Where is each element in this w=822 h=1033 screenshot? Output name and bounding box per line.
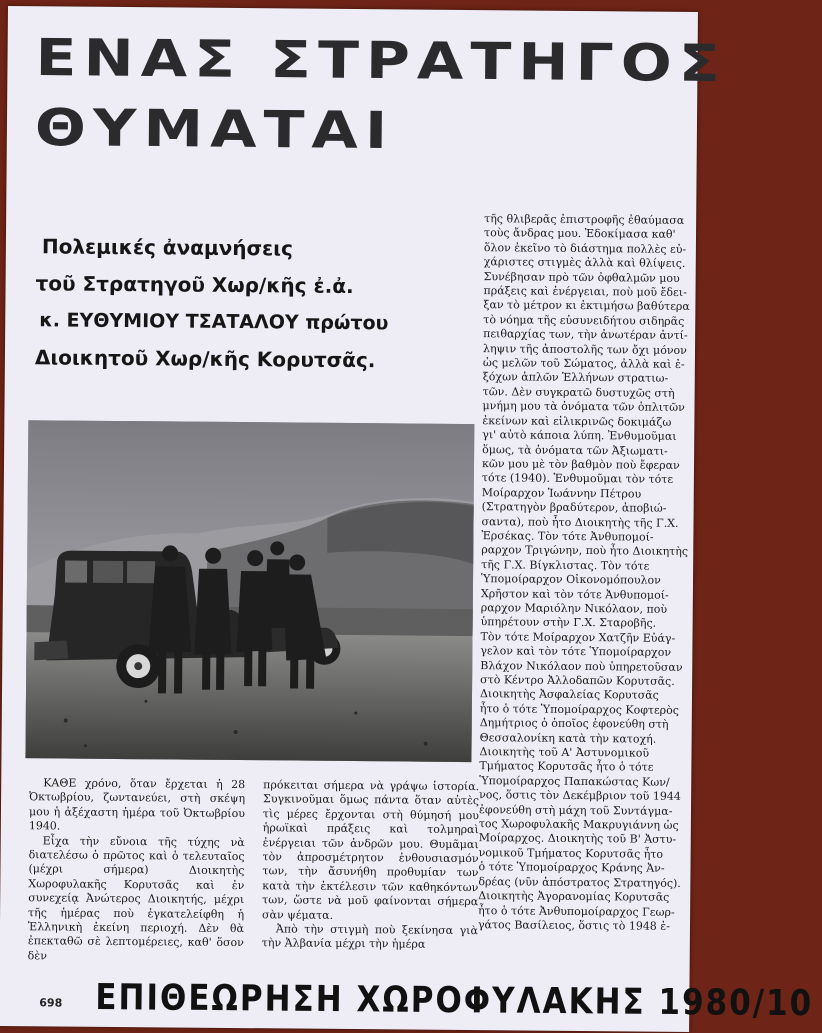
subtitle-line: τοῦ Στρατηγοῦ Χωρ/κῆς ἐ.ἀ. xyxy=(35,271,354,299)
article-title-line1: ΕΝΑΣ ΣΤΡΑΤΗΓΟΣ xyxy=(35,28,727,94)
paragraph: Εἶχα τὴν εὔνοια τῆς τύχης νὰ διατελέσω ὁ πρῶτος καὶ ὁ τελευταῖος (μέχρι σήμερα) Διοικητὴς Χωροφυλακῆς Κορυτσᾶς καὶ ἐν συνεχείᾳ Ἀνώτερος Διοικητής, μέχρι τῆς ἡμέρας ποὺ ἐγκατελείφθη ἡ Ἑλληνικὴ ἐκείνη περιοχή. Δὲν θὰ ἐπεκταθῶ σὲ λεπτομέρειες, καθ' ὅσον δὲν xyxy=(27,833,245,963)
text-line: Μοίραρχον Ἰωάννην Πέτρου xyxy=(481,485,642,501)
magazine-page xyxy=(0,6,814,1032)
text-line: σαντα), ποὺ ἦτο Διοικητὴς τῆς Γ.Χ. xyxy=(481,514,679,530)
text-line: Ὑπομοίραρχον Οἰκονομόπουλον xyxy=(480,572,661,587)
paragraph: Ἀπὸ τὴν στιγμὴ ποὺ ξεκίνησα γιὰ τὴν Ἀλβανία μέχρι τὴν ἡμέρα xyxy=(261,922,479,952)
text-line: κῶν μου μὲ τὸν βαθμὸν ποὺ ἔφεραν xyxy=(481,457,680,472)
text-line: μνήμη μου τὰ ὀνόματα τῶν ὁπλιτῶν xyxy=(482,399,685,415)
subtitle-line: κ. ΕΥΘΥΜΙΟΥ ΤΣΑΤΑΛΟΥ πρώτου xyxy=(39,309,389,335)
text-line: δρέας (νῦν ἀπόστρατος Στρατηγός). xyxy=(478,874,681,890)
text-line: νος, ὅστις τὸν Δεκέμβριον τοῦ 1944 xyxy=(479,788,681,804)
text-line: ξόχων ἁπλῶν Ἑλλήνων στρατιω- xyxy=(482,370,669,386)
text-line: ληψιν τῆς ἀποστολῆς των ὄχι μόνον xyxy=(482,341,687,357)
magazine-footer-title: ΕΠΙΘΕΩΡΗΣΗ ΧΩΡΟΦΥΛΑΚΗΣ 1980/10 xyxy=(95,976,814,1025)
bottom-text-column-2 xyxy=(262,778,480,953)
text-line: τοὺς ἄνδρας μου. Ἐδοκίμασα καθ' xyxy=(483,226,676,242)
text-line: Χρῆστον καὶ τὸν τότε Ἀνθυπομοί- xyxy=(480,586,669,602)
text-line: Δημήτριος ὁ ὁποῖος ἐφονεύθη στὴ xyxy=(479,716,669,732)
text-line: Διοικητὴς Ἀγορανομίας Κορυτσᾶς xyxy=(478,889,670,904)
text-line: ξαν τὸ μέτρον κι ἐκτιμήσω βαθύτερα xyxy=(483,298,690,314)
text-line: ὡς μελῶν τοῦ Σώματος, ἀλλὰ καὶ ἐ- xyxy=(482,356,685,371)
text-line: ἦτο ὁ τότε Ὑπομοίραρχος Κοφτερὸς xyxy=(479,701,680,717)
text-line: ἦτο ὁ τότε Ἀνθυπομοίραρχος Γεωρ- xyxy=(478,903,675,919)
text-line: Τὸν τότε Μοίραρχον Χατζῆν Εὐάγ- xyxy=(480,629,676,645)
text-line: Τμήματος Κορυτσᾶς ἦτο ὁ τότε xyxy=(479,759,654,775)
text-line: Βλάχον Νικόλαον ποὺ ὑπηρετοῦσαν xyxy=(480,658,683,674)
text-line: Διοικητὴς τοῦ Α' Ἀστυνομικοῦ xyxy=(479,745,650,760)
right-text-column xyxy=(478,212,702,934)
text-line: τῆς θλιβερᾶς ἐπιστροφῆς ἐθαύμασα xyxy=(484,212,685,227)
page-number: 698 xyxy=(39,996,63,1010)
text-line: τὸ νόημα τῆς εὐσυνειδήτου σιδηρᾶς xyxy=(483,313,685,328)
text-line: ἐφονεύθη στὴ μάχη τοῦ Συντάγμα- xyxy=(478,802,673,818)
article-title-line2: ΘΥΜΑΤΑΙ xyxy=(34,98,395,161)
text-line: Ὑπομοίραρχος Παπακώστας Κων/ xyxy=(479,773,670,789)
text-line: πράξεις καὶ ἐνέργειαι, ποὺ μοῦ ἔδει- xyxy=(483,284,687,299)
paragraph: πρόκειται σήμερα νὰ γράψω ἱστορία. Συγκινοῦμαι ὅμως πάντα ὅταν αὐτὲς τὶς μέρες ἔρχονται στὴ θύμησή μου ἡρωϊκαὶ πράξεις καὶ τολμηραὶ ἐνέργειαι τῶν ἀνδρῶν μου. Θυμᾶμαι τὸν ἀπροσμέτρητον ἐνθουσιασμόν των, τὴν ἄσυνήθη προθυμίαν των κατὰ τὴν ἐκτέλεσιν τῶν καθηκόντων των, ὥστε νὰ μοῦ φαίνονται σήμερα σὰν ψέματα. xyxy=(262,778,480,922)
text-line: ἐκείνων καὶ εἰλικρινῶς δοκιμάζω xyxy=(482,413,672,429)
text-line: γάτος Βασίλειος, ὅστις τὸ 1948 ἐ- xyxy=(477,918,671,933)
bottom-text-column-1 xyxy=(28,776,246,965)
text-line: τῆς Γ.Χ. Βίγκλιστας. Τὸν τότε xyxy=(481,557,650,573)
text-line: (Στρατηγὸν βραδύτερον, ἀποβιώ- xyxy=(481,500,667,515)
photo-illustration xyxy=(25,420,474,762)
text-line: ὁ τότε Ὑπομοίραρχος Κράνης Ἀν- xyxy=(478,860,665,876)
paragraph: ΚΑΘΕ χρόνο, ὅταν ἔρχεται ἡ 28 Ὀκτωβρίου, ζωντανεύει, στὴ σκέψη μου ἡ ἀξέχαστη ἡμέρα τοῦ Ὀκτωβρίου 1940. xyxy=(28,776,246,833)
text-line: τος Χωροφυλακῆς Μακρυγιάννη ὡς xyxy=(478,817,679,832)
text-line: τότε (1940). Ἐνθυμοῦμαι τὸν τότε xyxy=(481,471,674,487)
text-line: ραρχον Μαριόλην Νικόλαον, ποὺ xyxy=(480,601,668,616)
text-line: Ἐρσέκας. Τὸν τότε Ἀνθυπομοί- xyxy=(481,529,654,544)
text-line: γελον καὶ τὸν τότε Ὑπομοίραρχον xyxy=(480,644,672,659)
text-line: ὅλον ἐκεῖνο τὸ διάστημα πολλὲς εὐ- xyxy=(483,240,687,256)
text-line: χάριστες στιγμὲς ἀλλὰ καὶ θλίψεις. xyxy=(483,255,686,271)
text-line: ὑπηρέτουν στὴν Γ.Χ. Σταροβῆς. xyxy=(480,615,657,631)
text-line: Θεσσαλονίκη κατὰ τὴν κατοχή. xyxy=(479,730,657,746)
text-line: στὸ Κέντρο Ἀλλοδαπῶν Κορυτσᾶς. xyxy=(480,673,675,688)
text-line: Συνέβησαν πρὸ τῶν ὀφθαλμῶν μου xyxy=(483,269,680,285)
text-line: ραρχον Τριγώνην, ποὺ ἦτο Διοικητὴς xyxy=(481,543,689,559)
text-line: τῶν. Δὲν συγκρατῶ δυστυχῶς στὴ xyxy=(482,385,675,400)
subtitle-line: Πολεμικές ἀναμνήσεις xyxy=(41,234,293,261)
text-line: Διοικητὴς Ἀσφαλείας Κορυτσᾶς xyxy=(479,687,659,703)
text-line: γι' αὐτὸ κάποια λύπη. Ἐνθυμοῦμαι xyxy=(482,428,677,443)
text-line: ὅμως, τὰ ὀνόματα τῶν Ἀξιωματι- xyxy=(482,442,668,458)
text-line: πειθαρχίας των, τὴν ἀνωτέραν ἀντί- xyxy=(483,327,688,343)
text-line: νομικοῦ Τμήματος Κορυτσᾶς ἦτο xyxy=(478,846,664,861)
article-subtitle xyxy=(35,228,476,380)
historic-photo xyxy=(25,420,474,762)
subtitle-line: Διοικητοῦ Χωρ/κῆς Κορυτσᾶς. xyxy=(34,345,376,373)
text-line: Μοίραρχος. Διοικητὴς τοῦ Β' Ἀστυ- xyxy=(478,831,677,847)
